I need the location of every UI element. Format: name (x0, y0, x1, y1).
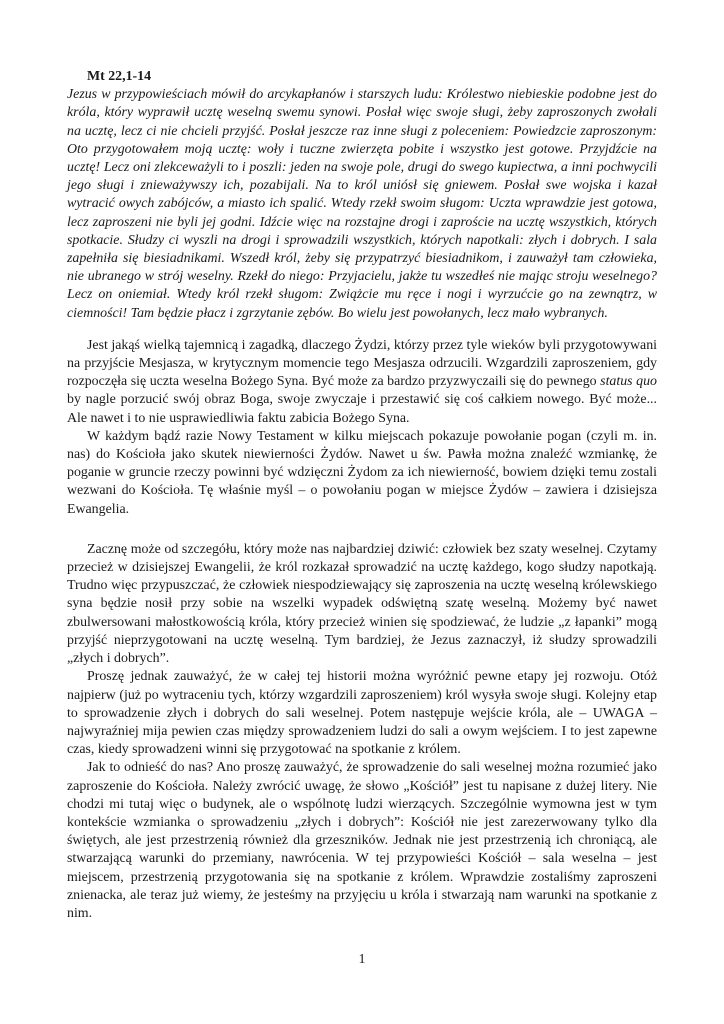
paragraph-1-italic: status quo (600, 374, 657, 390)
paragraph-2: W każdym bądź razie Nowy Testament w kilku miejscach pokazuje powołanie pogan (czyli m. in. nas) do Kościoła jako skutek niewierności Żydów. Nawet u św. Pawła można znaleźć wzmiankę, że poganie w gruncie rzeczy powinni być wdzięczni Żydom za ich niewierność, bowiem dzięki temu zostali wezwani do Kościoła. Tę właśnie myśl – o powołaniu pogan w miejsce Żydów – zawiera i dzisiejsza Ewangelia. (67, 428, 657, 517)
paragraph-1-start: Jest jakąś wielką tajemnicą i zagadką, dlaczego Żydzi, którzy przez tyle wieków byli przygotowywani na przyjście Mesjasza, w krytycznym momencie tego Mesjasza odrzucili. Wzgardzili zaproszeniem, gdy rozpoczęła się uczta weselna Bożego Syna. Być może za bardzo przyzwyczaili się do pewnego (67, 337, 657, 390)
page-number: 1 (358, 952, 366, 967)
paragraph-3: Zacznę może od szczegółu, który może nas najbardziej dziwić: człowiek bez szaty weselnej. Czytamy przecież w dzisiejszej Ewangelii, że król rozkazał sprowadzić na ucztę każdego, kogo słudzy napotkają. Trudno więc przypuszczać, że człowiek niespodziewający się zaproszenia na ucztę weselną królewskiego syna będzie nosił przy sobie na wszelki wypadek odświętną szatę weselną. Możemy być nawet zbulwersowani małostkowością króla, który przecież winien się spodziewać, że ludzie „z łapanki” mogą przyjść nieprzygotowani na ucztę weselną. Tym bardziej, że Jezus zaznaczył, iż słudzy sprowadzili „złych i dobrych”. (67, 541, 657, 667)
scripture-reference: Mt 22,1-14 (87, 69, 152, 84)
scripture-passage: Jezus w przypowieściach mówił do arcykapłanów i starszych ludu: Królestwo niebieskie podobne jest do króla, który wyprawił ucztę weselną swemu synowi. Posłał więc swoje sługi, żeby zaproszonych zwołali na ucztę, lecz ci nie chcieli przyjść. Posłał jeszcze raz inne sługi z poleceniem: Powiedzcie zaproszonym: Oto przygotowałem moją ucztę: woły i tuczne zwierzęta pobite i wszystko jest gotowe. Przyjdźcie na ucztę! Lecz oni zlekceważyli to i poszli: jeden na swoje pole, drugi do swego kupiectwa, a inni pochwycili jego sługi i znieważywszy ich, pozabijali. Na to król uniósł się gniewem. Posłał swe wojska i kazał wytracić owych zabójców, a miasto ich spalić. Wtedy rzekł swoim sługom: Uczta wprawdzie jest gotowa, lecz zaproszeni nie byli jej godni. Idźcie więc na rozstajne drogi i zaproście na ucztę wszystkich, których spotkacie. Słudzy ci wyszli na drogi i sprowadzili wszystkich, których napotkali: złych i dobrych. I sala zapełniła się biesiadnikami. Wszedł król, żeby się przypatrzyć biesiadnikom, i zauważył tam człowieka, nie ubranego w strój weselny. Rzekł do niego: Przyjacielu, jakże tu wszedłeś nie mając stroju weselnego? Lecz on oniemiał. Wtedy król rzekł sługom: Zwiążcie mu ręce i nogi i wyrzućcie go na zewnątrz, w ciemności! Tam będzie płacz i zgrzytanie zębów. Bo wielu jest powołanych, lecz mało wybranych. (67, 87, 657, 321)
paragraph-1 (67, 337, 657, 428)
text-body (67, 68, 657, 923)
paragraph-5: Jak to odnieść do nas? Ano proszę zauważyć, że sprowadzenie do sali weselnej można rozumieć jako zaproszenie do Kościoła. Należy zwrócić uwagę, że słowo „Kościół” jest tu napisane z dużej litery. Nie chodzi mi tutaj więc o budynek, ale o wspólnotę ludzi wierzących. Szczególnie wymowna jest w tym kontekście wzmianka o sprowadzeniu „złych i dobrych”: Kościół nie jest zarezerwowany tylko dla świętych, ale jest przestrzenią również dla grzeszników. Jednak nie jest przestrzenią ich chroniącą, ale stwarzającą warunki do przemiany, nawrócenia. W tej przypowieści Kościół – sala weselna – jest miejscem, przestrzenią przygotowania się na spotkanie z królem. Wprawdzie zostaliśmy zaproszeni znienacka, ale teraz już wiemy, że jesteśmy na przyjęciu u króla i stwarzają nam warunki na spotkanie z nim. (67, 760, 657, 921)
paragraph-4: Proszę jednak zauważyć, że w całej tej historii można wyróżnić pewne etapy jej rozwoju. Otóż najpierw (już po wytraceniu tych, którzy wzgardzili zaproszeniem) król wysyła swoje sługi. Kolejny etap to sprowadzenie złych i dobrych do sali weselnej. Potem następuje wejście króla, ale – UWAGA – najwyraźniej mija pewien czas między sprowadzeniem ludzi do sali a owym wejściem. I to jest zapewne czas, kiedy sprowadzeni winni się przygotować na spotkanie z królem. (67, 669, 657, 758)
paragraph-1-end: by nagle porzucić swój obraz Boga, swoje zwyczaje i przestawić się coś całkiem nowego. Być może... Ale nawet i to nie usprawiedliwia faktu zabicia Bożego Syna. (67, 392, 657, 426)
